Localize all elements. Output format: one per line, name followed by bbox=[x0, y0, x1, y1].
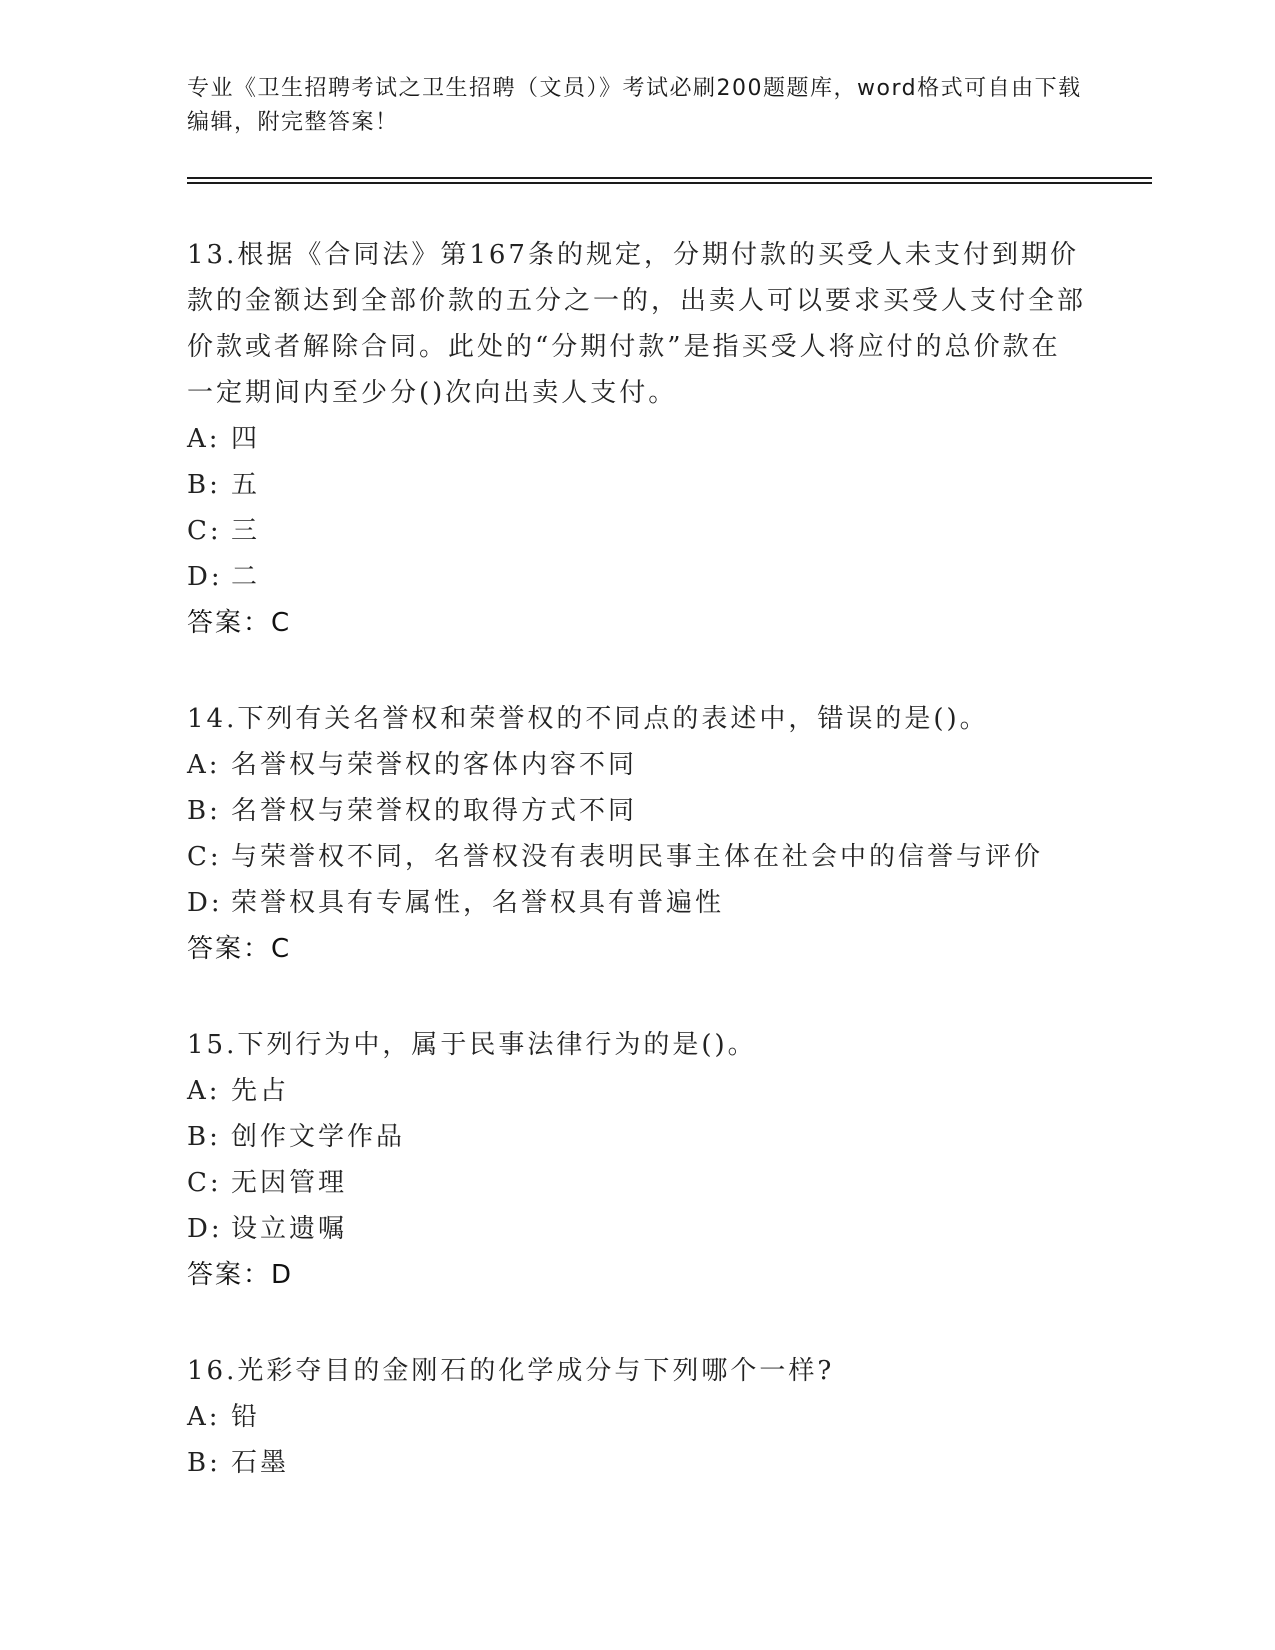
option-d bbox=[187, 1206, 1087, 1252]
option-a bbox=[187, 1068, 1087, 1114]
option-text: 创作文学作品 bbox=[231, 1122, 406, 1152]
option-text: 名誉权与荣誉权的取得方式不同 bbox=[231, 796, 638, 826]
option-key: A: bbox=[187, 424, 221, 454]
option-c bbox=[187, 834, 1087, 880]
option-key: B: bbox=[187, 470, 221, 500]
question-list bbox=[187, 232, 1087, 1536]
option-text: 石墨 bbox=[231, 1448, 290, 1478]
option-b bbox=[187, 462, 1087, 508]
option-text: 二 bbox=[231, 562, 261, 592]
option-text: 四 bbox=[231, 424, 261, 454]
question-stem: 16.光彩夺目的金刚石的化学成分与下列哪个一样? bbox=[187, 1356, 835, 1386]
option-key: D: bbox=[187, 562, 223, 592]
header-rule-bottom bbox=[187, 182, 1152, 184]
option-text: 与荣誉权不同，名誉权没有表明民事主体在社会中的信誉与评价 bbox=[231, 842, 1044, 872]
option-c bbox=[187, 1160, 1087, 1206]
option-text: 五 bbox=[231, 470, 261, 500]
option-text: 荣誉权具有专属性，名誉权具有普遍性 bbox=[231, 888, 725, 918]
option-text: 铅 bbox=[231, 1402, 261, 1432]
question-stem: 13.根据《合同法》第167条的规定，分期付款的买受人未支付到期价款的金额达到全部价款的五分之一的，出卖人可以要求买受人支付全部价款或者解除合同。此处的“分期付款”是指买受人将应付的总价款在一定期间内至少分()次向出卖人支付。 bbox=[187, 240, 1087, 408]
option-text: 名誉权与荣誉权的客体内容不同 bbox=[231, 750, 638, 780]
question-14 bbox=[187, 696, 1087, 972]
option-key: B: bbox=[187, 1122, 221, 1152]
document-header: 专业《卫生招聘考试之卫生招聘（文员）》考试必刷200题题库，word格式可自由下载编辑，附完整答案！ bbox=[187, 76, 1082, 135]
question-16 bbox=[187, 1348, 1087, 1486]
option-key: A: bbox=[187, 1402, 221, 1432]
option-b bbox=[187, 788, 1087, 834]
question-13 bbox=[187, 232, 1087, 646]
option-key: A: bbox=[187, 1076, 221, 1106]
option-text: 三 bbox=[231, 516, 261, 546]
option-key: C: bbox=[187, 516, 222, 546]
option-key: A: bbox=[187, 750, 221, 780]
option-key: C: bbox=[187, 1168, 222, 1198]
option-text: 无因管理 bbox=[231, 1168, 348, 1198]
answer: 答案：D bbox=[187, 1260, 294, 1290]
question-15 bbox=[187, 1022, 1087, 1298]
header-rule-top bbox=[187, 177, 1152, 179]
answer: 答案：C bbox=[187, 934, 292, 964]
option-b bbox=[187, 1114, 1087, 1160]
question-stem: 15.下列行为中，属于民事法律行为的是()。 bbox=[187, 1030, 757, 1060]
option-d bbox=[187, 880, 1087, 926]
question-stem: 14.下列有关名誉权和荣誉权的不同点的表述中，错误的是()。 bbox=[187, 704, 989, 734]
option-c bbox=[187, 508, 1087, 554]
option-b bbox=[187, 1440, 1087, 1486]
option-key: B: bbox=[187, 796, 221, 826]
option-key: B: bbox=[187, 1448, 221, 1478]
option-key: C: bbox=[187, 842, 222, 872]
option-key: D: bbox=[187, 888, 223, 918]
option-a bbox=[187, 1394, 1087, 1440]
option-key: D: bbox=[187, 1214, 223, 1244]
option-text: 先占 bbox=[231, 1076, 290, 1106]
option-text: 设立遗嘱 bbox=[231, 1214, 348, 1244]
option-a bbox=[187, 742, 1087, 788]
option-a bbox=[187, 416, 1087, 462]
answer: 答案：C bbox=[187, 608, 292, 638]
option-d bbox=[187, 554, 1087, 600]
